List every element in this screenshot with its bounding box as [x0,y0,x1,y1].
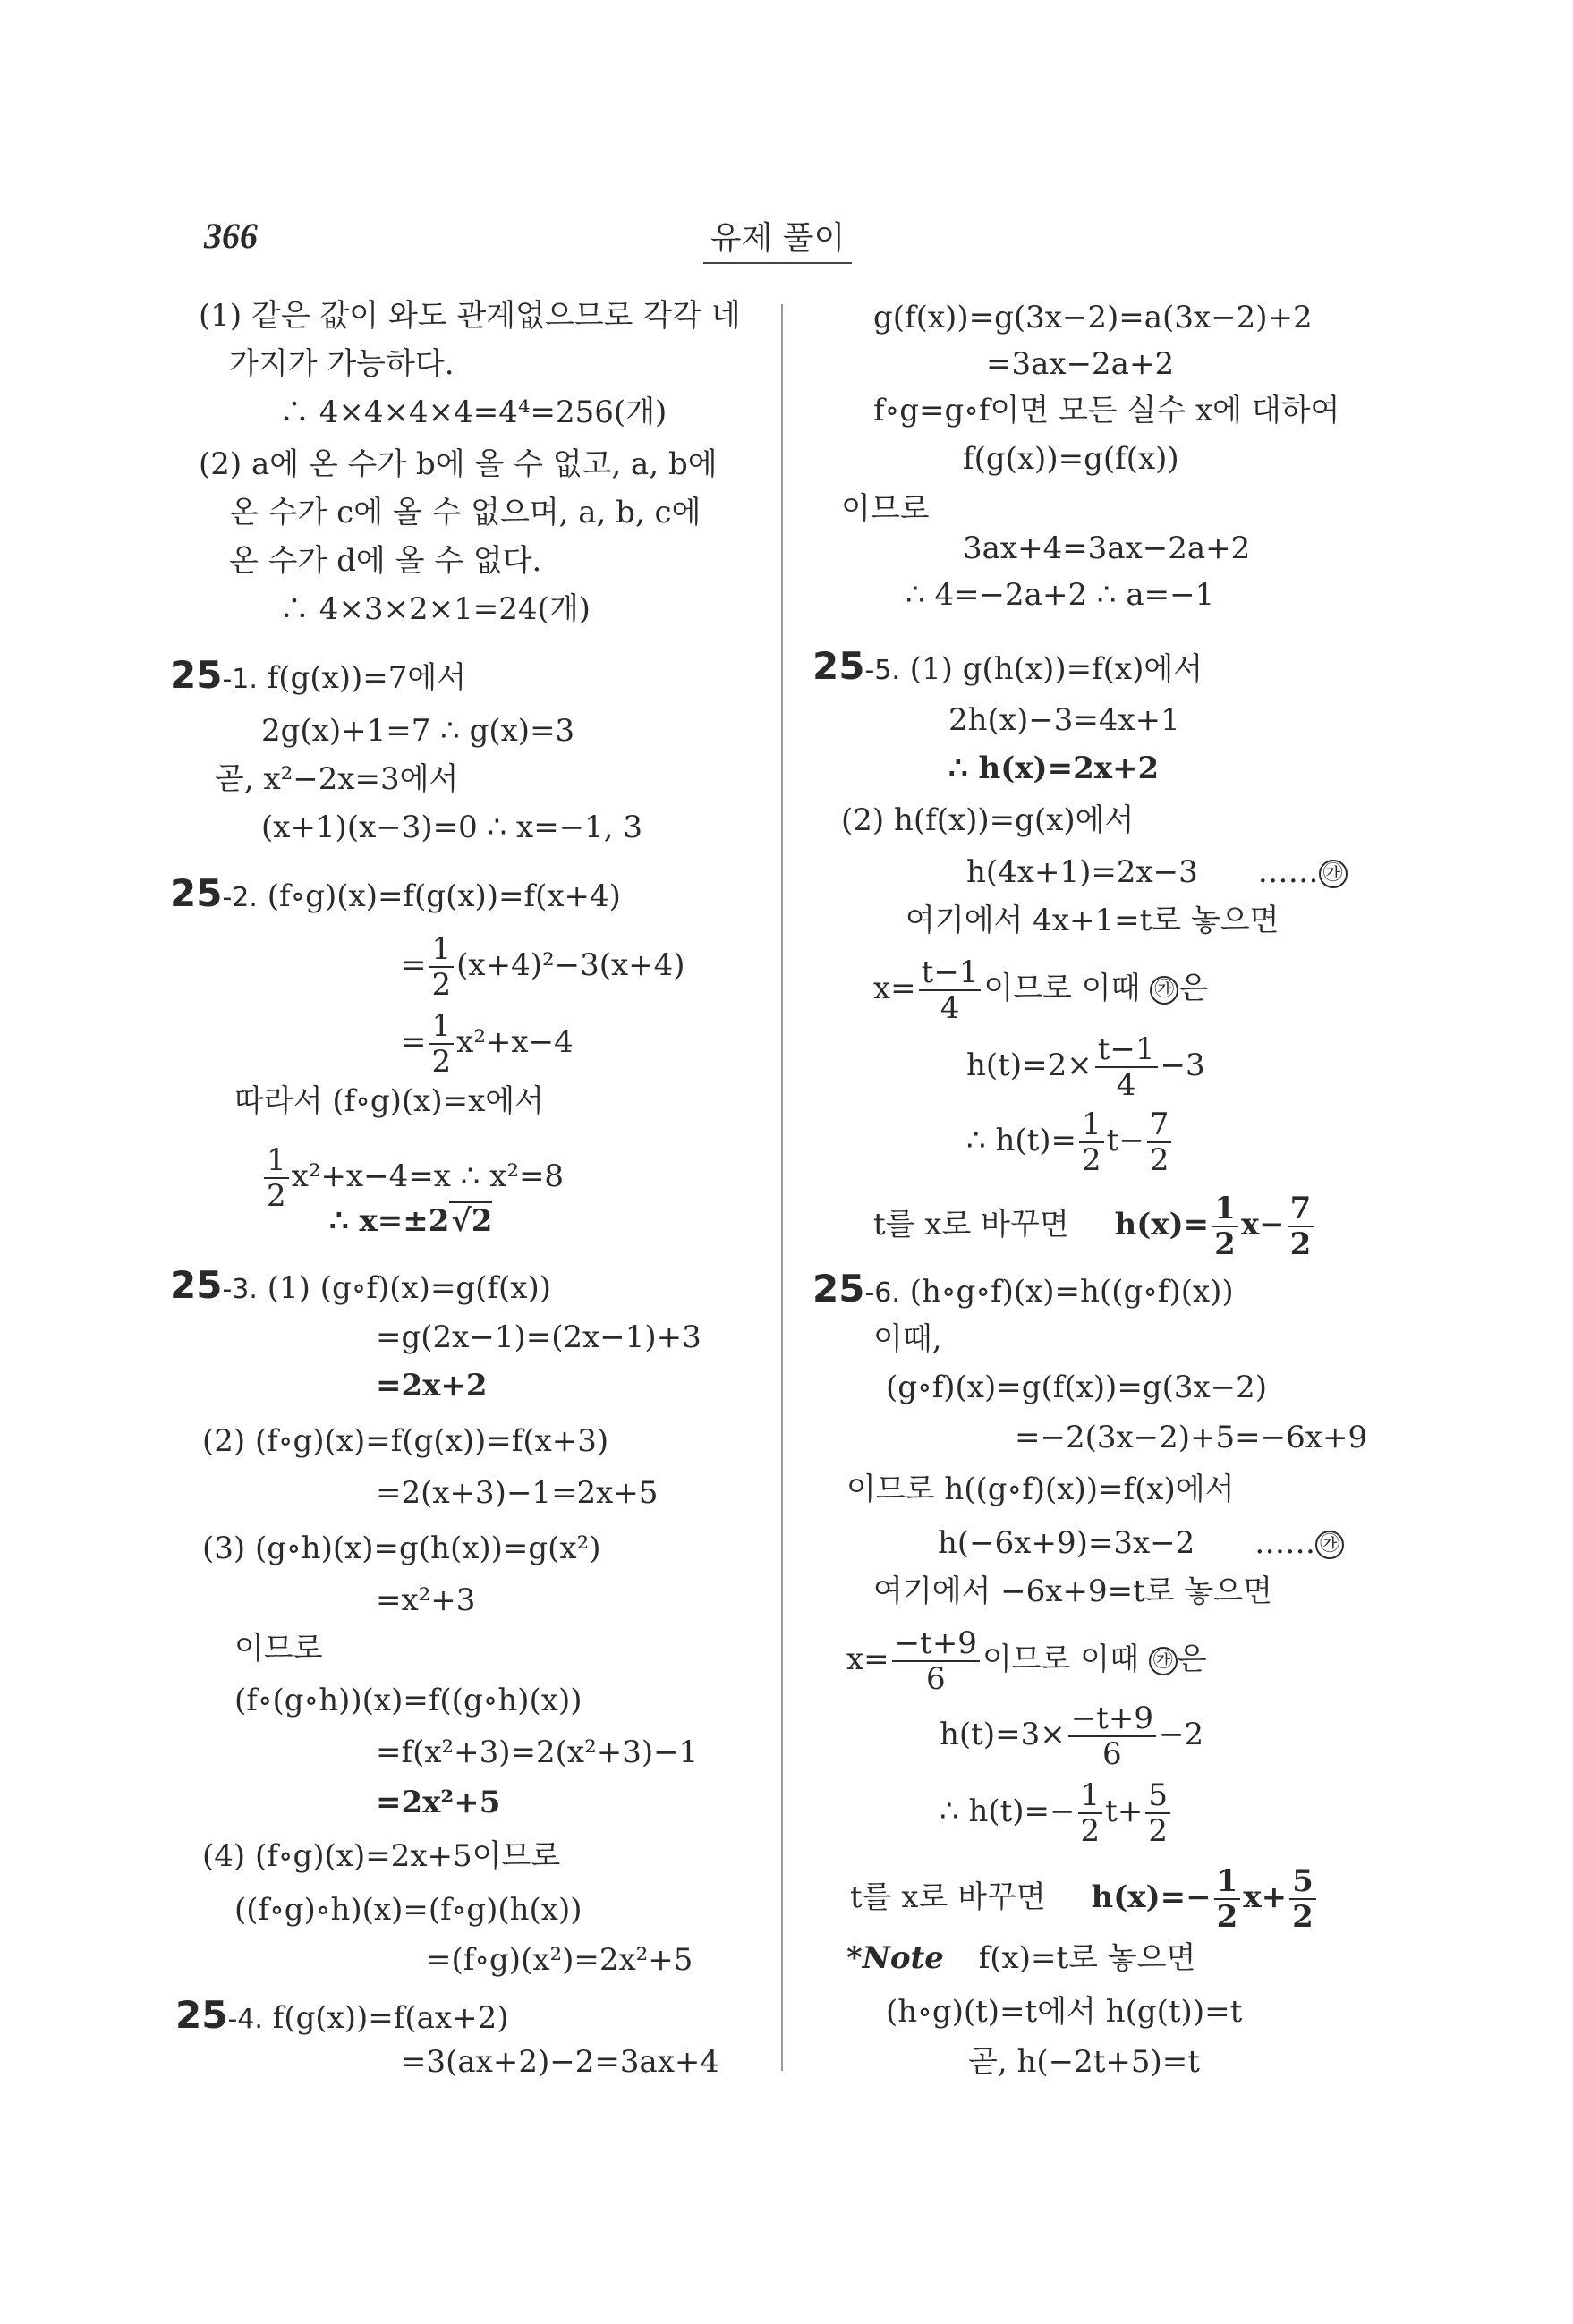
text-line: 이때, [873,1321,942,1357]
expression: ∴ h(t)= [966,1123,1077,1158]
problem-number: 25 [812,644,865,688]
text-line: f(g(x))=f(ax+2) [272,2000,509,2036]
equation-line [966,853,1348,891]
text-line: =3ax−2a+2 [986,346,1175,382]
expression: x= [846,1641,889,1677]
expression: −2 [1158,1717,1204,1752]
text-line: (h∘g∘f)(x)=h((g∘f)(x)) [909,1274,1234,1310]
text-line: (4) (f∘g)(x)=2x+5이므로 [202,1838,561,1874]
text-line: =3(ax+2)−2=3ax+4 [401,2044,720,2080]
text-line: =(f∘g)(x²)=2x²+5 [426,1942,693,1978]
fraction: $\frac{5}{2}$ [1145,1780,1170,1846]
text-line: ((f∘g)∘h)(x)=(f∘g)(h(x)) [234,1892,582,1928]
sqrt: √2 [451,1203,493,1239]
text: t를 x로 바꾸면 [850,1879,1046,1915]
problem-number: 25 [170,1263,223,1307]
problem-sub: -6. [864,1277,900,1309]
expression: ∴ h(t)=− [940,1794,1076,1829]
fraction: $\frac{1}{2}$ [1212,1193,1238,1260]
text-line: 여기에서 −6x+9=t로 놓으면 [873,1573,1272,1609]
expression: x²+x−4=x ∴ x²=8 [291,1158,565,1194]
equation-line [846,1625,1207,1697]
fraction: $\frac{1}{2}$ [1079,1109,1104,1175]
page-header: 유제 풀이 [703,213,852,264]
problem-sub: -1. [222,664,258,695]
problem-number: 25 [812,1267,865,1310]
expression: h(−6x+9)=3x−2 [938,1525,1195,1561]
text-line: (2) (f∘g)(x)=f(g(x))=f(x+3) [202,1423,609,1459]
text-line: (2) a에 온 수가 b에 올 수 없고, a, b에 [199,446,718,482]
answer: h(x)= [1114,1207,1210,1243]
text-line: ∴ 4×4×4×4=4⁴=256(개) [279,394,667,430]
equation-line [850,1863,1319,1935]
problem-sub: -3. [222,1274,258,1305]
text-line: 가지가 가능하다. [229,346,455,382]
text-line: f∘g=g∘f이면 모든 실수 x에 대하여 [873,393,1340,428]
equation-line [966,1107,1174,1178]
text-line: =−2(3x−2)+5=−6x+9 [1015,1420,1368,1455]
text-line: f(g(x))=7에서 [267,660,467,696]
answer: x− [1240,1207,1285,1243]
text-line: (1) (g∘f)(x)=g(f(x)) [267,1270,552,1306]
text: f(x)=t로 놓으면 [978,1940,1196,1976]
text-line: 3ax+4=3ax−2a+2 [963,530,1251,566]
problem-number: 25 [175,1993,228,2037]
problem-25-6 [812,1267,1234,1312]
fraction: $\frac{1}{2}$ [429,1011,455,1077]
equals: = [401,947,427,983]
problem-25-3 [170,1263,552,1309]
problem-number: 25 [170,871,223,915]
text-line: 따라서 (f∘g)(x)=x에서 [234,1083,544,1119]
expression: t− [1106,1123,1144,1158]
problem-sub: -4. [227,2004,263,2035]
equation-line [401,1008,574,1080]
text-line: (3) (g∘h)(x)=g(h(x))=g(x²) [202,1531,601,1566]
fraction: $\frac{7}{2}$ [1147,1109,1172,1175]
text-line: =g(2x−1)=(2x−1)+3 [376,1319,701,1355]
text-line: 이므로 [234,1631,323,1667]
note-label: *Note [846,1940,944,1976]
equation-line [873,1193,1316,1260]
column-divider [781,304,783,2071]
answer-line: =2x+2 [376,1368,488,1404]
text-line: (g∘f)(x)=g(f(x))=g(3x−2) [886,1370,1268,1405]
fraction: $\frac{1}{2}$ [1078,1780,1103,1846]
problem-25-1 [170,653,467,699]
problem-sub: -2. [222,882,258,913]
note-line [846,1939,1195,1977]
text-line: 2g(x)+1=7 ∴ g(x)=3 [261,713,575,749]
text: 은 [1177,1641,1207,1677]
text: 이므로 이때 [982,1641,1139,1677]
dots: …… [1257,854,1319,890]
answer: ∴ x=±2 [329,1203,450,1239]
equation-line [940,1701,1204,1772]
expression: t+ [1105,1794,1144,1829]
equation-line [966,1031,1205,1103]
expression: h(t)=2× [966,1047,1093,1083]
equation-line [938,1524,1344,1562]
text-line: 곧, h(−2t+5)=t [968,2044,1200,2080]
text-line: 2h(x)−3=4x+1 [948,702,1180,738]
fraction: $\frac{-t+9}{6}$ [1068,1703,1156,1769]
text-line: =2(x+3)−1=2x+5 [376,1475,659,1511]
text-line: 곧, x²−2x=3에서 [215,761,459,797]
equation-line [873,954,1209,1026]
text-line: (x+1)(x−3)=0 ∴ x=−1, 3 [261,810,643,845]
equals: = [401,1024,427,1060]
circle-mark-icon: ㉮ [1319,860,1348,888]
text-line: ∴ 4=−2a+2 ∴ a=−1 [906,577,1215,613]
text-line: 온 수가 d에 올 수 없다. [229,543,542,579]
fraction: $\frac{1}{2}$ [429,934,455,1000]
text-line: =f(x²+3)=2(x²+3)−1 [376,1735,699,1770]
text-line: ∴ 4×3×2×1=24(개) [279,591,591,627]
text-line: (2) h(f(x))=g(x)에서 [841,802,1135,838]
problem-25-5 [812,644,1203,690]
text: t를 x로 바꾸면 [873,1207,1069,1243]
answer-line: =2x²+5 [376,1785,501,1820]
text: 은 [1178,971,1209,1006]
fraction: $\frac{t-1}{4}$ [1095,1034,1158,1100]
fraction: $\frac{t-1}{4}$ [919,957,982,1023]
problem-25-4 [175,1993,509,2039]
text-line: (1) 같은 값이 와도 관계없으므로 각각 네 [199,298,741,334]
answer: h(x)=− [1091,1879,1212,1915]
circle-mark-icon: ㉮ [1150,976,1178,1005]
problem-25-2 [170,871,621,917]
problem-sub: -5. [864,655,900,686]
expression: x²+x−4 [456,1024,574,1060]
text-line: 이므로 h((g∘f)(x))=f(x)에서 [846,1472,1235,1507]
text: 이므로 이때 [983,971,1141,1006]
text-line: f(g(x))=g(f(x)) [963,441,1179,477]
text-line: (1) g(h(x))=f(x)에서 [909,651,1203,687]
expression: x= [873,971,916,1006]
expression: h(4x+1)=2x−3 [966,854,1198,890]
circle-mark-icon: ㉮ [1315,1531,1344,1559]
fraction: $\frac{1}{2}$ [1214,1866,1241,1932]
text-line: =x²+3 [376,1582,476,1618]
text-line: (h∘g)(t)=t에서 h(g(t))=t [886,1994,1243,2030]
text-line: 온 수가 c에 올 수 없으며, a, b, c에 [229,495,701,530]
fraction: $\frac{5}{2}$ [1289,1866,1316,1932]
page-number: 366 [204,216,258,256]
expression: −3 [1160,1047,1205,1083]
answer: x+ [1243,1879,1288,1915]
circle-mark-icon: ㉮ [1149,1647,1178,1675]
expression: (x+4)²−3(x+4) [456,947,685,983]
equation-line [401,931,685,1003]
answer-line: ∴ h(x)=2x+2 [948,751,1160,786]
equation-line [261,1142,565,1214]
problem-number: 25 [170,653,223,697]
equation-line [940,1777,1173,1849]
text-line: g(f(x))=g(3x−2)=a(3x−2)+2 [873,300,1313,335]
fraction: $\frac{7}{2}$ [1288,1193,1314,1260]
fraction: $\frac{1}{2}$ [264,1145,289,1211]
text-line: (f∘(g∘h))(x)=f((g∘h)(x)) [234,1683,582,1718]
text-line: (f∘g)(x)=f(g(x))=f(x+4) [267,878,621,914]
fraction: $\frac{-t+9}{6}$ [892,1628,980,1694]
text-line: 여기에서 4x+1=t로 놓으면 [906,903,1280,938]
dots: …… [1254,1525,1316,1561]
expression: h(t)=3× [940,1717,1066,1752]
equation-line [329,1202,492,1240]
text-line: 이므로 [841,491,930,527]
